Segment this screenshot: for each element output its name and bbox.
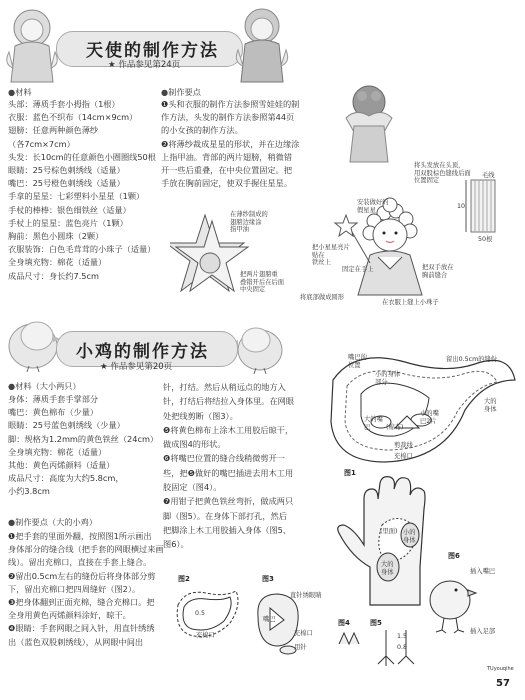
angel-materials-list — [8, 98, 156, 283]
chick-point-line: 全身用黄色丙烯颜料涂好，晾干。 — [8, 610, 131, 621]
angel-material-line: 头部：薄质手套小拇指（1根） — [8, 99, 120, 109]
chick-material-line: 成品尺寸：高度为大约5.8cm， — [8, 473, 124, 484]
angel-material-line: 手拿的星星：七彩塑料小星星（1颗） — [8, 191, 145, 202]
angel-back-photo — [338, 82, 400, 164]
label-small-body: 小的身体 部分 — [375, 371, 401, 386]
label-opening: 充棉口 — [394, 453, 413, 460]
chick-point-line: 胶固定（图4）。 — [163, 482, 222, 493]
label-insert-mouth: 插入嘴巴 — [470, 568, 496, 575]
chick-point-line: ❼用钳子把黄色铁丝弯折，做成两只 — [163, 496, 294, 507]
label-big-mouth: 大的嘴 巴 — [364, 416, 383, 431]
label-mouth3: 嘴巴 — [263, 616, 276, 623]
chick-material-line: 眼睛：25号蓝色刺绣线（少量） — [8, 420, 125, 431]
angel-title: 天使的制作方法 — [86, 41, 219, 61]
figure-6-label: 图6 — [448, 552, 460, 560]
label-straight-stitch: 直针绣眼睛 — [290, 592, 322, 599]
chick-photo-left — [3, 310, 63, 372]
label-dim-15: 1.5 — [397, 633, 408, 640]
chick-material-line: 全身填充物：棉花（适量） — [8, 446, 107, 457]
chick-point-line: 下，留出充棉口把四周缝好（图2）。 — [8, 583, 141, 594]
angel-material-line: 胸前：黑色小圆珠（2颗） — [8, 231, 104, 242]
chick-point-line: 脚（图5）。在身体下部打孔，然后 — [163, 510, 287, 521]
chick-material-line: 身体：薄质手套手掌部分 — [8, 394, 99, 404]
figure-1-label: 图1 — [344, 469, 356, 477]
chick-materials-heading: ●材料（大小两只） — [8, 381, 81, 391]
angel-photo-left — [3, 2, 61, 84]
label-seam: 留出0.5cm的缝份 — [446, 356, 498, 363]
chick-point-line: 图6）。 — [163, 539, 189, 550]
angel-point-line: ❷将薄纱裁成星星的形状，并在边缘涂 — [161, 138, 300, 149]
angel-material-line: 衣服：蓝色不织布（14cm×9cm） — [8, 112, 138, 123]
angel-point-line: 上指甲油。背部的两片翅膀，稍微错 — [161, 151, 293, 162]
angel-points-list — [161, 98, 299, 190]
chick-point-line: 针，打结。然后从稍远点的地方入 — [163, 382, 286, 392]
label-fill: (棉布) — [386, 424, 404, 431]
page-number: 57 — [496, 678, 510, 689]
angel-point-line: ❶头和衣服的制作方法参照雪娃娃的制 — [161, 99, 300, 109]
angel-material-line: 全身填充物：棉花（适量） — [8, 257, 107, 268]
label-dim-50: 50根 — [478, 236, 493, 243]
chick-point-line: ❸把身体翻到正面充棉，缝合充棉口。把 — [8, 597, 155, 608]
label-cut-line: 剪裁线 — [394, 442, 413, 449]
angel-material-line: 手杖的棒棒：银色细铁丝（适量） — [8, 204, 131, 215]
angel-materials-heading: ●材料 — [8, 87, 32, 97]
label-hand: 固定在手上 — [342, 266, 374, 273]
label-star-top: 在薄纱制成的 翅膀边缘涂 指甲油 — [230, 211, 268, 234]
chick-subtitle: ★ 作品参见第20页 — [100, 362, 173, 372]
label-inside: (里面) — [380, 528, 398, 535]
chick-material-line: 脚：规格为1.2mm的黄色铁丝（24cm） — [8, 433, 159, 444]
label-pierce: 用针 — [294, 644, 307, 651]
chick-point-line: 出（蓝色双股刺绣线），从网眼中间出 — [8, 636, 144, 647]
label-star-bottom: 把两片翅膀重 叠错开后在后面 中央固定 — [240, 271, 285, 294]
chick-points-heading: ●制作要点（大的小鸡） — [8, 517, 98, 527]
figure-4-label: 图4 — [338, 619, 350, 627]
label-big-body: 大的 身体 — [484, 398, 497, 413]
label-insert-feet: 插入足部 — [470, 628, 496, 635]
figure-3-label: 图3 — [262, 575, 274, 583]
chick-point-line: 线）。留出充棉口，直接在手套上缝合。 — [8, 557, 152, 568]
label-bottom-glue: 将底部做成圆形 — [300, 294, 345, 301]
chick-points-list — [8, 530, 164, 649]
chick-materials-list — [8, 393, 158, 499]
chick-point-line: ❷留出0.5cm左右的缝份后将身体部分剪 — [8, 570, 156, 581]
label-hair: 将头发放在头顶， 用双股棕色缝线后面 位置固定 — [414, 162, 471, 185]
figure-5-label: 图5 — [370, 619, 382, 627]
chick-point-line: 身体部分的缝合线（把手套的网眼横过来画 — [8, 544, 164, 555]
angel-material-line: 头发：长10cm的任意颜色小圈圈线50根 — [8, 151, 156, 162]
label-bead: 安装做好的 假星星 — [357, 199, 389, 214]
angel-material-line: 成品尺寸：身长约7.5cm — [8, 270, 99, 281]
label-dim-08: 0.8 — [397, 644, 408, 651]
chick-point-line: 些，把❺做好的嘴巴插进去用木工用 — [163, 467, 294, 478]
label-small-body2: 小的 身体 — [403, 529, 416, 544]
angel-photo-right — [233, 2, 291, 84]
chick-point-line: ❻将嘴巴位置的缝合线稍微剪开一 — [163, 453, 285, 464]
angel-material-line: （各7cm×7cm） — [8, 138, 75, 149]
chick-point-line: ❹眼睛：手套网眼之间入针，用直针绣绣 — [8, 623, 155, 634]
angel-point-line: 的小女孩的制作方法。 — [161, 125, 243, 136]
label-fill2: 充棉口 — [196, 632, 215, 639]
chick-material-line: 小约3.8cm — [8, 486, 50, 497]
label-fill3: 充棉口 — [294, 630, 313, 637]
label-dim-10: 10 — [457, 203, 466, 210]
chick-point-line: 处把线剪断（图3）。 — [163, 410, 238, 421]
chick-title: 小鸡的制作方法 — [76, 342, 209, 362]
star-icon: ★ — [100, 362, 111, 372]
label-wand: 把小星星亮片 贴在 铁丝上 — [312, 244, 350, 267]
label-dim-05: 0.5 — [195, 610, 206, 617]
chick-point-line: 把脚涂上木工用胶插入身体（图5、 — [163, 524, 292, 535]
angel-material-line: 衣服装饰：白色毛茸茸的小珠子（适量） — [8, 244, 156, 255]
label-eyes: 把双手放在 胸前缝合 — [422, 264, 454, 279]
label-wool: 毛线 — [482, 172, 495, 179]
angel-point-line: 开一些后重叠，在中央位置固定。把 — [161, 165, 293, 176]
chick-points-right-list — [163, 380, 294, 552]
chick-material-line: 其他：黄色丙烯颜料（适量） — [8, 460, 115, 471]
label-small-mouth: 小的嘴 巴2片 — [420, 410, 439, 425]
label-big-body2: 大的 身体 — [381, 561, 394, 576]
angel-points-heading: ●制作要点 — [161, 87, 201, 97]
angel-subtitle: ★ 作品参见第24页 — [108, 60, 181, 70]
angel-point-line: 作方法，头发的制作方法参照第44页 — [161, 112, 295, 123]
chick-photo-right — [232, 318, 290, 374]
chick-point-line: 针，打结后将结拉入身体里。在网眼 — [163, 396, 295, 407]
label-clothes: 在衣服上缝上小珠子 — [382, 299, 439, 306]
label-mouth-pos: 嘴巴的 位置 — [348, 354, 367, 369]
angel-material-line: 嘴巴：25号橙色刺绣线（适量） — [8, 178, 125, 189]
footer-brand: TUyouqihe — [487, 666, 514, 672]
chick-point-line: 做成图4的形状。 — [163, 439, 226, 450]
figure-4-diagram — [338, 630, 360, 646]
chick-point-line: ❶把手套的里面外翻，按照图1所示画出 — [8, 531, 152, 541]
angel-material-line: 翅膀：任意两种颜色薄纱 — [8, 125, 99, 136]
angel-material-line: 手杖上的星星：蓝色亮片（1颗） — [8, 217, 128, 228]
chick-point-line: ❺将黄色棉布上涂木工用胶后晾干， — [163, 424, 294, 435]
figure-2-label: 图2 — [178, 575, 190, 583]
star-icon: ★ — [108, 60, 119, 70]
angel-point-line: 手放在胸前固定，使双手握住星星。 — [161, 178, 293, 189]
angel-material-line: 眼睛：25号棕色刺绣线（适量） — [8, 165, 125, 176]
chick-material-line: 嘴巴：黄色棉布（少量） — [8, 407, 99, 418]
